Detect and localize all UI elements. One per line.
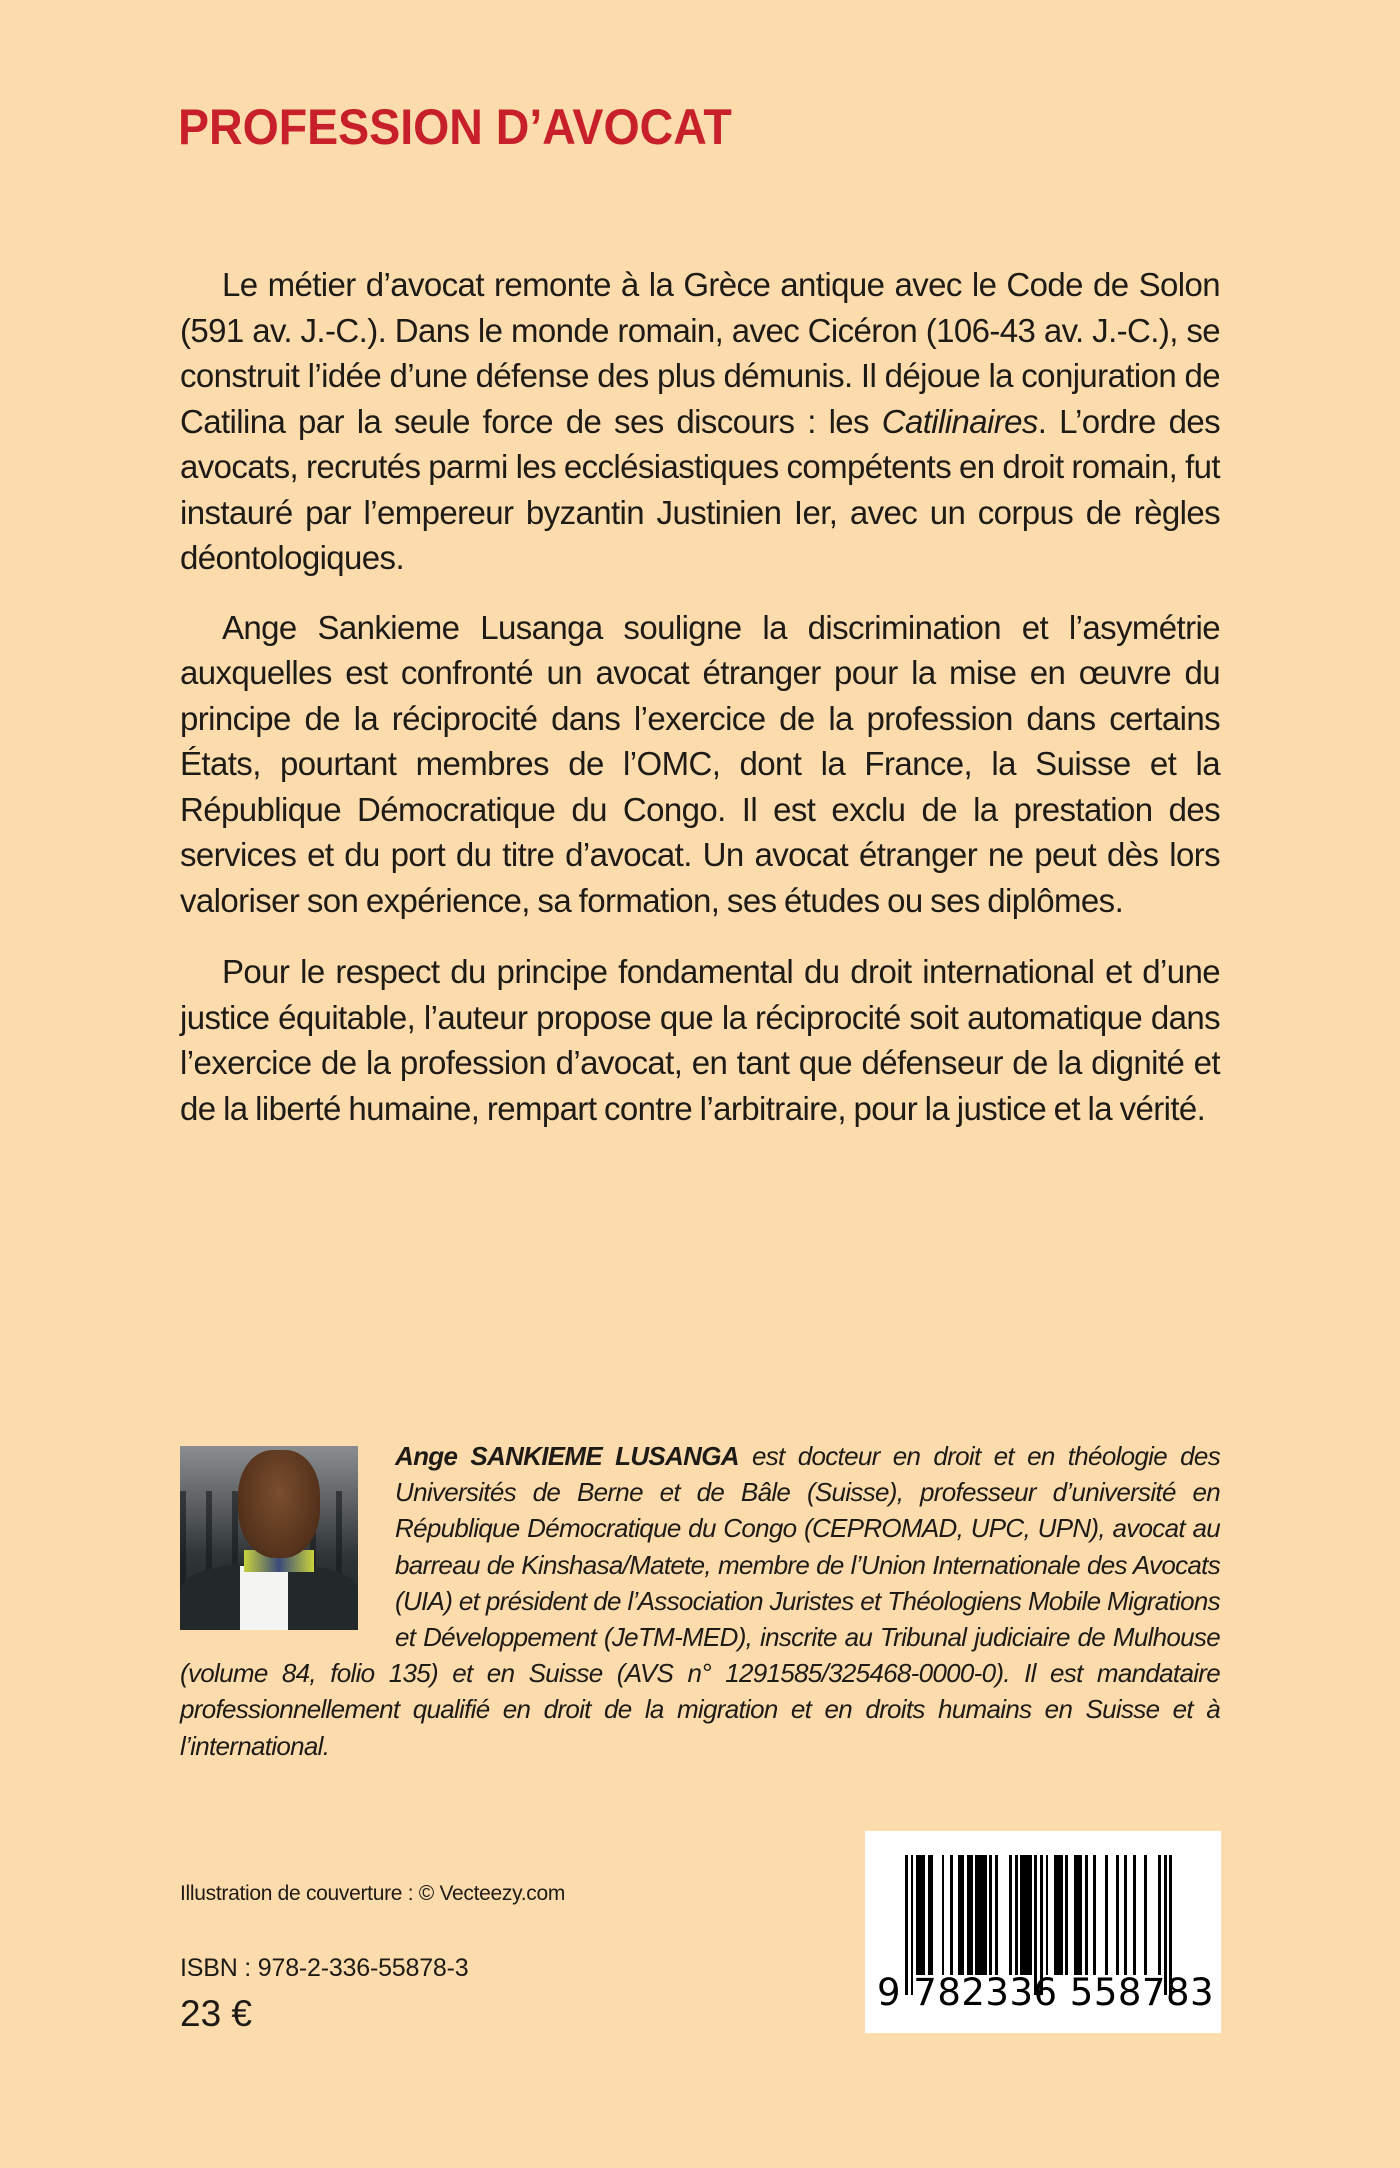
photo-jabot: [240, 1566, 288, 1630]
barcode: [865, 1831, 1221, 2033]
barcode-digits: 9 782336 558783: [877, 1971, 1215, 2014]
summary-paragraph-2: Ange Sankieme Lusanga souligne la discrimination et l’asymétrie auxquelles est confronté un avocat étranger pour la mise en œuvre du principe de la réciprocité dans l’exercice de la profession dans certains États, pourtant membres de l’OMC, dont la France, la Suisse et la République Démocratique du Congo. Il est exclu de la prestation des services et du port du titre d’avocat. Un avocat étranger ne peut dès lors valoriser son expérience, sa formation, ses études ou ses diplômes.: [180, 608, 1220, 919]
book-summary: [180, 262, 1220, 1155]
author-section: [180, 1441, 1220, 1764]
catilinaires-italic: Catilinaires: [881, 402, 1038, 440]
summary-text: . L’ordre des avocats, recrutés parmi les ecclésiastiques compétents en droit romain, fut instauré par l’empereur byzantin Justinien Ier, avec un corpus de règles déontologiques.: [180, 402, 1220, 576]
author-photo: [180, 1446, 358, 1630]
summary-paragraph-3: Pour le respect du principe fondamental du droit international et d’une justice équitable, l’auteur propose que la réciprocité soit automatique dans l’exercice de la profession d’avocat, en tant que défenseur de la dignité et de la liberté humaine, rempart contre l’arbitraire, pour la justice et la vérité.: [180, 953, 1220, 1127]
price: 23 €: [180, 1993, 253, 2034]
author-name: Ange SANKIEME LUSANGA: [395, 1441, 739, 1471]
book-title: PROFESSION D’AVOCAT: [178, 99, 732, 155]
summary-text: Le métier d’avocat remonte à la Grèce antique avec le Code de Solon (591 av. J.-C.). Dans le monde romain, avec Cicéron (106-43 av. J.-C.), se construit l’idée d’une défense des plus démunis. Il déjoue la conjuration de Catilina par la seule force de ses discours : les: [180, 266, 1220, 440]
author-bio-text: est docteur en droit et en théologie des Universités de Berne et de Bâle (Suisse), professeur d’université en République Démocratique du Congo (CEPROMAD, UPC, UPN), avocat au barreau de Kinshasa/Matete, membre de l’Union Internationale des Avocats (UIA) et président de l’Association Juristes et Théologiens Mobile Migrations et Développement (JeTM-MED), inscrite au Tribunal judiciaire de Mulhouse (volume 84, folio 135) et en Suisse (AVS n° 1291585/325468-0000-0). Il est mandataire professionnellement qualifié en droit de la migration et en droits humains en Suisse et à l’international.: [180, 1441, 1220, 1761]
illustration-credit: Illustration de couverture : © Vecteezy.com: [180, 1882, 566, 1905]
summary-paragraph-1: [180, 262, 1220, 581]
isbn: ISBN : 978-2-336-55878-3: [180, 1954, 469, 1982]
photo-head: [238, 1450, 320, 1558]
